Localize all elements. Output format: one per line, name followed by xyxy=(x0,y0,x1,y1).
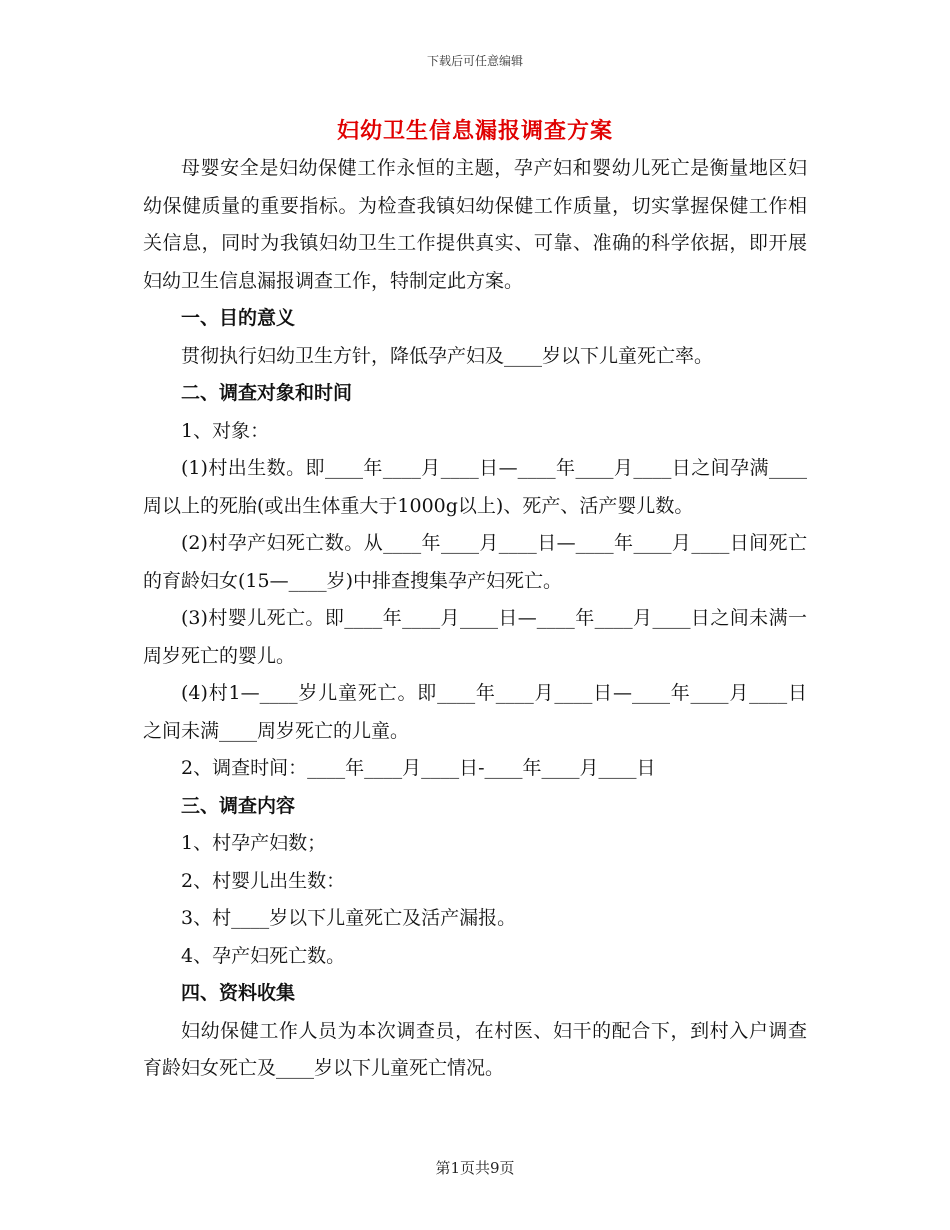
section-heading-content: 三、调查内容 xyxy=(181,794,296,817)
subject-item-2: (2)村孕产妇死亡数。从____年____月____日—____年____月____日间死亡的育龄妇女(15—____岁)中排查搜集孕产妇死亡。 xyxy=(143,532,807,592)
page-footer: 第1页共9页 xyxy=(435,1159,515,1177)
section-heading-subjects-time: 二、调查对象和时间 xyxy=(181,382,353,404)
document-body xyxy=(143,150,807,1088)
subject-item-3: (3)村婴儿死亡。即____年____月____日—____年____月____日之间未满一周岁死亡的婴儿。 xyxy=(143,607,807,667)
content-item-1: 1、村孕产妇数； xyxy=(181,832,327,854)
document-title: 妇幼卫生信息漏报调查方案 xyxy=(336,118,613,144)
content-item-3: 3、村____岁以下儿童死亡及活产漏报。 xyxy=(181,907,517,929)
purpose-paragraph: 贯彻执行妇幼卫生方针，降低孕产妇及____岁以下儿童死亡率。 xyxy=(181,344,714,367)
subject-item-4: (4)村1—____岁儿童死亡。即____年____月____日—____年____月____日之间未满____周岁死亡的儿童。 xyxy=(143,682,807,742)
intro-paragraph: 母婴安全是妇幼保健工作永恒的主题，孕产妇和婴幼儿死亡是衡量地区妇幼保健质量的重要指标。为检查我镇妇幼保健工作质量，切实掌握保健工作相关信息，同时为我镇妇幼卫生工作提供真实、可靠、准确的科学依据，即开展妇幼卫生信息漏报调查工作，特制定此方案。 xyxy=(143,157,807,292)
subjects-label: 1、对象： xyxy=(181,419,270,442)
header-note: 下载后可任意编辑 xyxy=(426,54,523,68)
section-heading-purpose: 一、目的意义 xyxy=(181,307,296,329)
section-heading-data-collection: 四、资料收集 xyxy=(181,982,296,1004)
content-item-2: 2、村婴儿出生数： xyxy=(181,869,346,892)
data-collection-paragraph: 妇幼保健工作人员为本次调查员，在村医、妇干的配合下，到村入户调查育龄妇女死亡及____岁以下儿童死亡情况。 xyxy=(143,1019,807,1079)
content-item-4: 4、孕产妇死亡数。 xyxy=(181,944,346,967)
survey-time: 2、调查时间：____年____月____日-____年____月____日 xyxy=(181,757,656,779)
subject-item-1: (1)村出生数。即____年____月____日—____年____月____日之间孕满____周以上的死胎(或出生体重大于1000g以上)、死产、活产婴儿数。 xyxy=(143,457,807,517)
